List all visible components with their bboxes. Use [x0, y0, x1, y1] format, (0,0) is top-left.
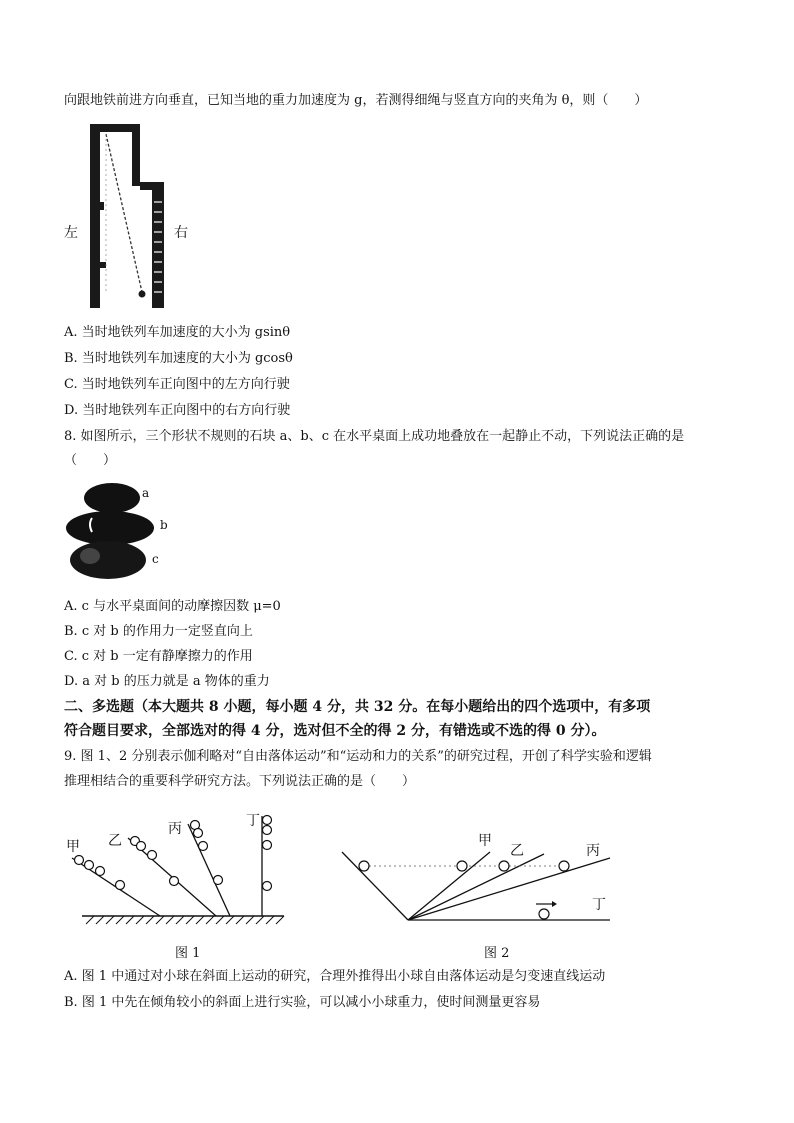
q8-option-c: C. c 对 b 一定有静摩擦力的作用: [64, 649, 253, 664]
q7-figure: [62, 122, 202, 312]
q9-fig1-label-bing: 丙: [168, 821, 182, 837]
section2-heading-line1: 二、多选题（本大题共 8 小题，每小题 4 分，共 32 分。在每小题给出的四个选项中，有多项: [64, 699, 651, 715]
q8-stones: [62, 478, 172, 590]
q9-fig2-label-bing: 丙: [586, 843, 600, 859]
q7-option-d: D. 当时地铁列车正向图中的右方向行驶: [64, 403, 291, 418]
q9-fig1-diagram: [62, 808, 302, 933]
q8-label-a: a: [142, 486, 150, 500]
q8-option-d: D. a 对 b 的压力就是 a 物体的重力: [64, 674, 270, 689]
q8-option-b: B. c 对 b 的作用力一定竖直向上: [64, 624, 253, 639]
q7-label-left: 左: [64, 225, 78, 241]
q9-figure-1: [62, 808, 302, 960]
q9-fig2-caption: 图 2: [484, 946, 510, 961]
q7-stem-tail: 向跟地铁前进方向垂直，已知当地的重力加速度为 g，若测得细绳与竖直方向的夹角为 θ，则（ ）: [64, 93, 648, 108]
q8-label-c: c: [152, 552, 159, 566]
q8-option-a: A. c 与水平桌面间的动摩擦因数 μ=0: [64, 599, 281, 614]
q8-figure: [62, 478, 172, 590]
q9-fig1-caption: 图 1: [175, 946, 201, 961]
q9-stem-line1: 9. 图 1、2 分别表示伽利略对“自由落体运动”和“运动和力的关系”的研究过程，开创了科学实验和逻辑: [64, 749, 652, 764]
q9-fig2-label-jia: 甲: [478, 833, 492, 849]
q7-option-b: B. 当时地铁列车加速度的大小为 gcosθ: [64, 351, 293, 366]
q7-option-a: A. 当时地铁列车加速度的大小为 gsinθ: [64, 325, 291, 340]
q9-fig1-label-ding: 丁: [246, 813, 260, 829]
q7-label-right: 右: [174, 225, 188, 241]
q9-figure-2: [338, 822, 618, 960]
q9-fig2-label-ding: 丁: [592, 897, 606, 913]
q9-option-a: A. 图 1 中通过对小球在斜面上运动的研究，合理外推得出小球自由落体运动是匀变速直线运动: [64, 969, 606, 984]
q9-fig1-label-jia: 甲: [66, 839, 80, 855]
q7-option-c: C. 当时地铁列车正向图中的左方向行驶: [64, 377, 290, 392]
q8-stem-line1: 8. 如图所示，三个形状不规则的石块 a、b、c 在水平桌面上成功地叠放在一起静止不动，下列说法正确的是: [64, 429, 685, 444]
q7-diagram: [62, 122, 202, 312]
q8-label-b: b: [160, 518, 168, 532]
q8-stem-line2: （ ）: [64, 453, 117, 468]
q9-fig1-label-yi: 乙: [108, 833, 122, 849]
section2-heading-line2: 符合题目要求，全部选对的得 4 分，选对但不全的得 2 分，有错选或不选的得 0 分）。: [64, 723, 606, 739]
q9-stem-line2: 推理相结合的重要科学研究方法。下列说法正确的是（ ）: [64, 774, 416, 789]
q9-option-b: B. 图 1 中先在倾角较小的斜面上进行实验，可以减小小球重力，使时间测量更容易: [64, 995, 541, 1010]
q9-fig2-label-yi: 乙: [510, 843, 524, 859]
